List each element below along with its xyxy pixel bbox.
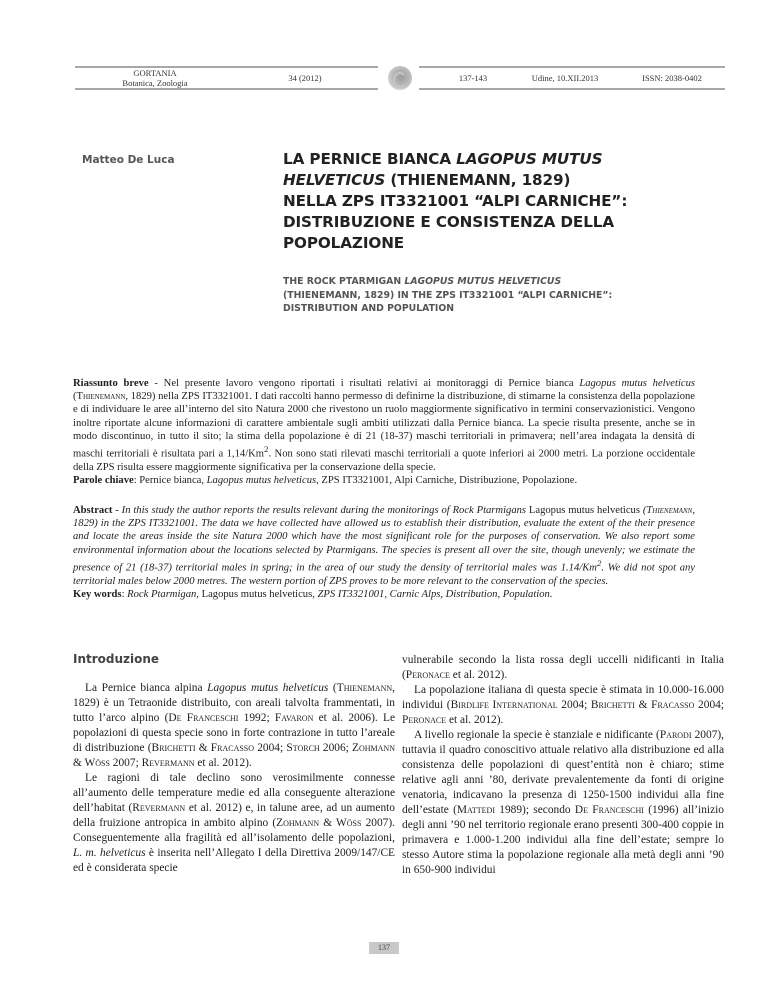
title-species: LAGOPUS MUTUS — [456, 150, 603, 168]
paragraph: La Pernice bianca alpina Lagopus mutus helveticus (Thienemann, 1829) è un Tetraonide distribuito, con areali talvolta frammentati, in tutto l’arco alpino (De Franceschi 1992; Favaron et al. 2006). Le popolazioni di questa specie sono in forte contrazione in tutto l’areale di distribuzione (Brichetti & Fracasso 2004; Storch 2006; Zohmann & Wöss 2007; Revermann et al. 2012). — [73, 682, 396, 769]
header-rule-bottom-left — [75, 88, 378, 90]
body-column-left — [73, 681, 395, 876]
journal-section: Botanica, Zoologia — [122, 78, 188, 88]
issn: ISSN: 2038-0402 — [642, 73, 702, 83]
riassunto-block: Riassunto breve - Nel presente lavoro vengono riportati i risultati relativi ai monitoraggi di Pernice bianca Lagopus mutus helveticus (Thienemann, 1829) nella ZPS IT3321001. I dati raccolti hanno permesso di definirne la distribuzione, di stimarne la consistenza della popolazione e di individuare le aree all’interno del sito Natura 2000 che rivestono un ruolo maggiormente significativo in termini conservazionistici. Vengono inoltre riportate alcune informazioni di carattere ambientale sugli ambiti utilizzati dalla Pernice bianca. La specie risulta presente, anche se in modo discontinuo, in tutto il sito; la stima della popolazione è di 21 (18-37) maschi territoriali in primavera; nell’area indagata la densità di maschi territoriali è risultata pari a 1,14/Km$^2$. Non sono stati rilevati maschi territoriali a quote inferiori ai 2000 metri. La porzione occidentale della ZPS risulta essere maggiormente significativa per la conservazione della specie. Parole chiave: Pernice bianca, Lagopus mutus helveticus, ZPS IT3321001, Alpi Carniche, Distribuzione, Popolazione. — [73, 378, 696, 486]
key-words-label: Key words — [73, 588, 122, 600]
paper-subtitle-english: THE ROCK PTARMIGAN LAGOPUS MUTUS HELVETICUS (THIENEMANN, 1829) IN THE ZPS IT3321001 “ALPI CARNICHE”: DISTRIBUTION AND POPULATION — [283, 276, 613, 314]
header-rule-top-right — [419, 66, 725, 68]
riassunto-label: Riassunto breve — [73, 378, 149, 389]
author-name: Matteo De Luca — [82, 154, 175, 166]
journal-volume: 34 (2012) — [288, 73, 322, 83]
journal-name: GORTANIA — [133, 68, 177, 78]
abstract-label: Abstract — [73, 505, 113, 516]
paragraph: La popolazione italiana di questa specie è stimata in 10.000-16.000 individui (Birdlife International 2004; Brichetti & Fracasso 2004; Peronace et al. 2012). — [402, 684, 724, 726]
paper-title: LA PERNICE BIANCA LAGOPUS MUTUS HELVETICUS (THIENEMANN, 1829) NELLA ZPS IT3321001 “ALPI CARNICHE”: DISTRIBUZIONE E CONSISTENZA DELLA POPOLAZIONE — [283, 150, 628, 252]
page-number: 137 — [369, 942, 399, 954]
journal-logo-icon — [388, 66, 412, 90]
header-rule-bottom-right — [419, 88, 725, 90]
abstract-block: Abstract - In this study the author reports the results relevant during the monitorings of Rock Ptarmigans Lagopus mutus helveticus (Thienemann, 1829) in the ZPS IT3321001. The data we have collected have allowed us to establish their distribution, evaluate the extent of the their presence and locate the areas inside the site Natura 2000 which have the most significant role for the purposes of conservation. We also report some environmental information about the locations selected by Ptarmigans. The species is present all over the site, though unevenly; we estimate the presence of 21 (18-37) territorial males in spring; in the area of our study the density of territorial males was 1.14/Km$^2$. We did not spot any territorial males below 2000 metres. The western portion of ZPS proves to be more relevant to the conservation of the species. Key words: Rock Ptarmigan, Lagopus mutus helveticus, ZPS IT3321001, Carnic Alps, Distribution, Population. — [73, 505, 695, 600]
page-range: 137-143 — [458, 73, 488, 83]
body-column-right — [402, 653, 724, 878]
place-date: Udine, 10.XII.2013 — [531, 73, 599, 83]
parole-chiave-label: Parole chiave — [73, 474, 134, 486]
paragraph: Le ragioni di tale declino sono verosimilmente connesse all’aumento delle temperature medie ed alla conseguente alterazione dell’habitat (Revermann et al. 2012) e, in talune aree, ad un aumento della fruizione antropica in ambito alpino (Zohmann & Wöss 2007). Conseguentemente alla fragilità ed all’isolamento delle popolazioni, L. m. helveticus è inserita nell’Allegato I della Direttiva 2009/147/CE ed è considerata specie — [73, 772, 395, 874]
journal-name-block — [100, 68, 210, 88]
paragraph: vulnerabile secondo la lista rossa degli uccelli nidificanti in Italia (Peronace et al. 2012). — [402, 654, 724, 681]
paragraph: A livello regionale la specie è stanziale e nidificante (Parodi 2007), tuttavia il quadro conoscitivo attuale relativo alla distribuzione ed alla consistenza delle popolazioni di quest’entità non è chiaro; stime relative agli anni ’80, derivate prevalentemente da fonti di origine venatoria, indicavano la presenza di 1250-1500 individui alla fine dell’estate (Mattedi 1989); secondo De Franceschi (1996) all’inizio degli anni ’90 nel territorio regionale erano presenti 300-400 coppie in primavera e 1.000-1.200 individui alla fine dell’estate; sempre lo stesso Autore stima la popolazione regionale alla metà degli anni ’90 in 650-900 individui — [402, 729, 724, 876]
section-heading-introduzione: Introduzione — [73, 652, 160, 666]
